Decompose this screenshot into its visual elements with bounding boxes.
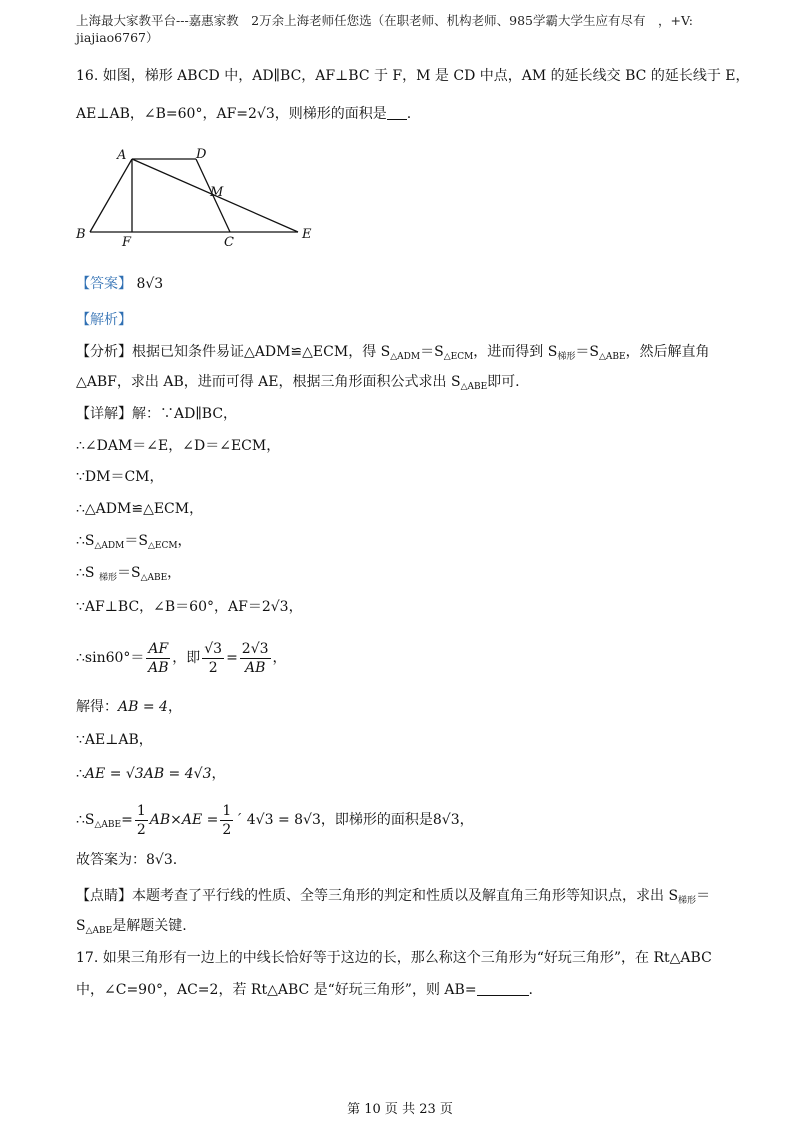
fenxi-line-1 <box>76 342 710 367</box>
detail-6a: ∴S <box>76 565 99 581</box>
detail-6c: ， <box>167 565 182 581</box>
detail-7-value: 2√3 <box>261 599 289 615</box>
fenxi-sub-5: △ABE <box>460 382 488 392</box>
line-ab <box>90 159 132 232</box>
fenxi-text-4: ＝S <box>575 344 599 360</box>
detail-12a: ∴S <box>76 812 95 828</box>
dianjing-line-1 <box>76 886 710 911</box>
detail-line-6 <box>76 563 181 588</box>
q16-af-value: 2√3 <box>248 106 275 122</box>
q16-line-1 <box>76 66 750 86</box>
trapezoid-diagram <box>72 142 332 250</box>
q16-answer-blank <box>387 105 407 120</box>
fenxi-sub-1: △ADM <box>390 352 421 362</box>
detail-line-7 <box>76 597 303 617</box>
fraction-sqrt3-2 <box>202 640 224 677</box>
q17-text-2a: 中，∠C=90°，AC=2，若 Rt△ABC 是“好玩三角形”，则 AB= <box>76 982 477 998</box>
detail-5c: ， <box>177 533 192 549</box>
frac-1-num: AF <box>148 640 169 657</box>
frac-5-den: 2 <box>222 821 232 838</box>
detail-8c: ， <box>272 650 287 666</box>
detail-line-8 <box>76 638 287 678</box>
dianjing-text-3: S <box>76 918 86 934</box>
detail-line-12 <box>76 800 474 845</box>
dianjing-text-2: ＝ <box>696 888 711 904</box>
answer-line <box>76 274 163 294</box>
q17-text-2b: . <box>528 982 533 998</box>
label-b: B <box>76 227 86 242</box>
q16-text-2b: ，则梯形的面积是 <box>274 106 387 122</box>
label-f: F <box>122 235 132 250</box>
detail-9c: ， <box>167 699 182 715</box>
fenxi-text-2: ＝S <box>420 344 444 360</box>
detail-13c: . <box>172 852 178 868</box>
detail-line-3: ∵DM＝CM， <box>76 469 164 485</box>
frac-2-den: 2 <box>208 659 218 676</box>
detail-9-math: AB = 4 <box>118 699 168 715</box>
q17-line-1 <box>76 948 712 968</box>
detail-6-sub-1: 梯形 <box>98 573 117 583</box>
detail-5b: ＝S <box>124 533 148 549</box>
detail-7b: ， <box>288 599 303 615</box>
frac-3-num: 2√3 <box>241 640 269 657</box>
detail-line-5 <box>76 531 192 556</box>
detail-text-1: 解：∵AD∥BC， <box>132 406 238 422</box>
label-m: M <box>210 185 224 200</box>
q16-text-2c: . <box>406 106 412 122</box>
fenxi-text-7: 即可. <box>487 374 520 390</box>
dianjing-sub-1: 梯形 <box>678 896 697 906</box>
header-line-2: jiajiao6767） <box>76 30 159 45</box>
label-a: A <box>117 148 127 163</box>
detail-13a: 故答案为： <box>76 852 146 868</box>
header-line-1: 上海最大家教平台---嘉惠家教 2万余上海老师任您选（在职老师、机构老师、985学霸大学生应有尽有 ，+V: <box>76 13 693 28</box>
detail-12-eq: = <box>121 812 133 828</box>
detail-5-sub-2: △ECM <box>147 541 178 551</box>
detail-13-value: 8√3 <box>146 852 173 868</box>
q16-number: 16. <box>76 68 99 84</box>
frac-1-den: AB <box>148 659 169 676</box>
answer-value: 8√3 <box>136 276 164 292</box>
fraction-half-1 <box>135 802 148 839</box>
fraction-2sqrt3-ab <box>240 640 271 677</box>
fenxi-sub-4: △ABE <box>598 352 626 362</box>
fraction-half-2 <box>220 802 233 839</box>
q17-number: 17. <box>76 950 99 966</box>
detail-11c: ， <box>211 766 226 782</box>
detail-9a: 解得： <box>76 699 118 715</box>
detail-8b: ，即 <box>172 650 201 666</box>
detail-11a: ∴ <box>76 766 85 782</box>
fenxi-line-2 <box>76 372 520 397</box>
detail-line-2: ∴∠DAM＝∠E，∠D＝∠ECM， <box>76 438 281 454</box>
frac-3-den: AB <box>244 659 266 676</box>
fenxi-text-3: ，进而得到 S <box>473 344 558 360</box>
dianjing-tag: 【点睛】 <box>76 888 132 904</box>
detail-12c: ， <box>459 812 474 828</box>
fraction-af-ab <box>146 640 170 677</box>
detail-line-4: ∴△ADM≌△ECM， <box>76 501 204 517</box>
detail-line-10: ∵AE⊥AB， <box>76 732 153 748</box>
fenxi-tag: 【分析】 <box>76 344 132 360</box>
frac-4-num: 1 <box>136 802 146 819</box>
q16-text-1: 如图，梯形 ABCD 中，AD∥BC，AF⊥BC 于 F，M 是 CD 中点，AM 的延长线交 BC 的延长线于 E， <box>102 68 750 84</box>
detail-tag: 【详解】 <box>76 406 132 422</box>
dianjing-text-4: 是解题关键. <box>112 918 187 934</box>
answer-tag: 【答案】 <box>76 276 132 292</box>
label-d: D <box>196 147 207 162</box>
detail-8-eq: = <box>226 650 238 666</box>
q16-text-2a: AE⊥AB，∠B=60°，AF= <box>76 106 249 122</box>
detail-11-math: AE = √3AB = 4√3 <box>84 766 212 782</box>
detail-line-13 <box>76 850 177 870</box>
q17-answer-blank <box>477 981 529 996</box>
detail-6-sub-2: △ABE <box>140 573 168 583</box>
detail-6b: ＝S <box>116 565 141 581</box>
analysis-tag: 【解析】 <box>76 312 132 328</box>
frac-5-num: 1 <box>222 802 232 819</box>
detail-12b: ，即梯形的面积是 <box>320 812 433 828</box>
detail-12-value: 8√3 <box>432 812 460 828</box>
detail-line-1 <box>76 404 237 424</box>
page-footer: 第 10 页 共 23 页 <box>347 1102 453 1117</box>
detail-7a: ∵AF⊥BC，∠B＝60°，AF＝ <box>76 599 262 615</box>
detail-8a: ∴sin60°＝ <box>76 650 145 666</box>
q16-line-2 <box>76 104 411 124</box>
detail-line-11 <box>76 764 225 784</box>
q17-line-2 <box>76 980 533 1000</box>
fenxi-text-6: △ABF，求出 AB，进而可得 AE，根据三角形面积公式求出 S <box>76 374 461 390</box>
page-header <box>76 12 736 46</box>
detail-12-math-2: ´ 4√3 = 8√3 <box>235 812 321 828</box>
detail-5-sub-1: △ADM <box>94 541 125 551</box>
fenxi-text-5: ，然后解直角 <box>625 344 710 360</box>
dianjing-sub-2: △ABE <box>85 926 113 936</box>
dianjing-line-2 <box>76 916 187 941</box>
label-c: C <box>224 235 234 250</box>
q17-text-1: 如果三角形有一边上的中线长恰好等于这边的长，那么称这个三角形为“好玩三角形”，在 Rt△ABC <box>102 950 712 966</box>
detail-12-math-1: AB×AE = <box>149 812 219 828</box>
frac-2-num: √3 <box>204 640 223 657</box>
fenxi-sub-2: △ECM <box>443 352 474 362</box>
trapezoid-figure <box>72 142 332 250</box>
frac-4-den: 2 <box>136 821 146 838</box>
detail-line-9 <box>76 697 182 717</box>
fenxi-text-1: 根据已知条件易证△ADM≌△ECM，得 S <box>132 344 391 360</box>
detail-5a: ∴S <box>76 533 95 549</box>
fenxi-sub-3: 梯形 <box>557 352 576 362</box>
label-e: E <box>302 227 312 242</box>
dianjing-text-1: 本题考查了平行线的性质、全等三角形的判定和性质以及解直角三角形等知识点，求出 S <box>132 888 679 904</box>
detail-12-sub: △ABE <box>94 820 122 830</box>
